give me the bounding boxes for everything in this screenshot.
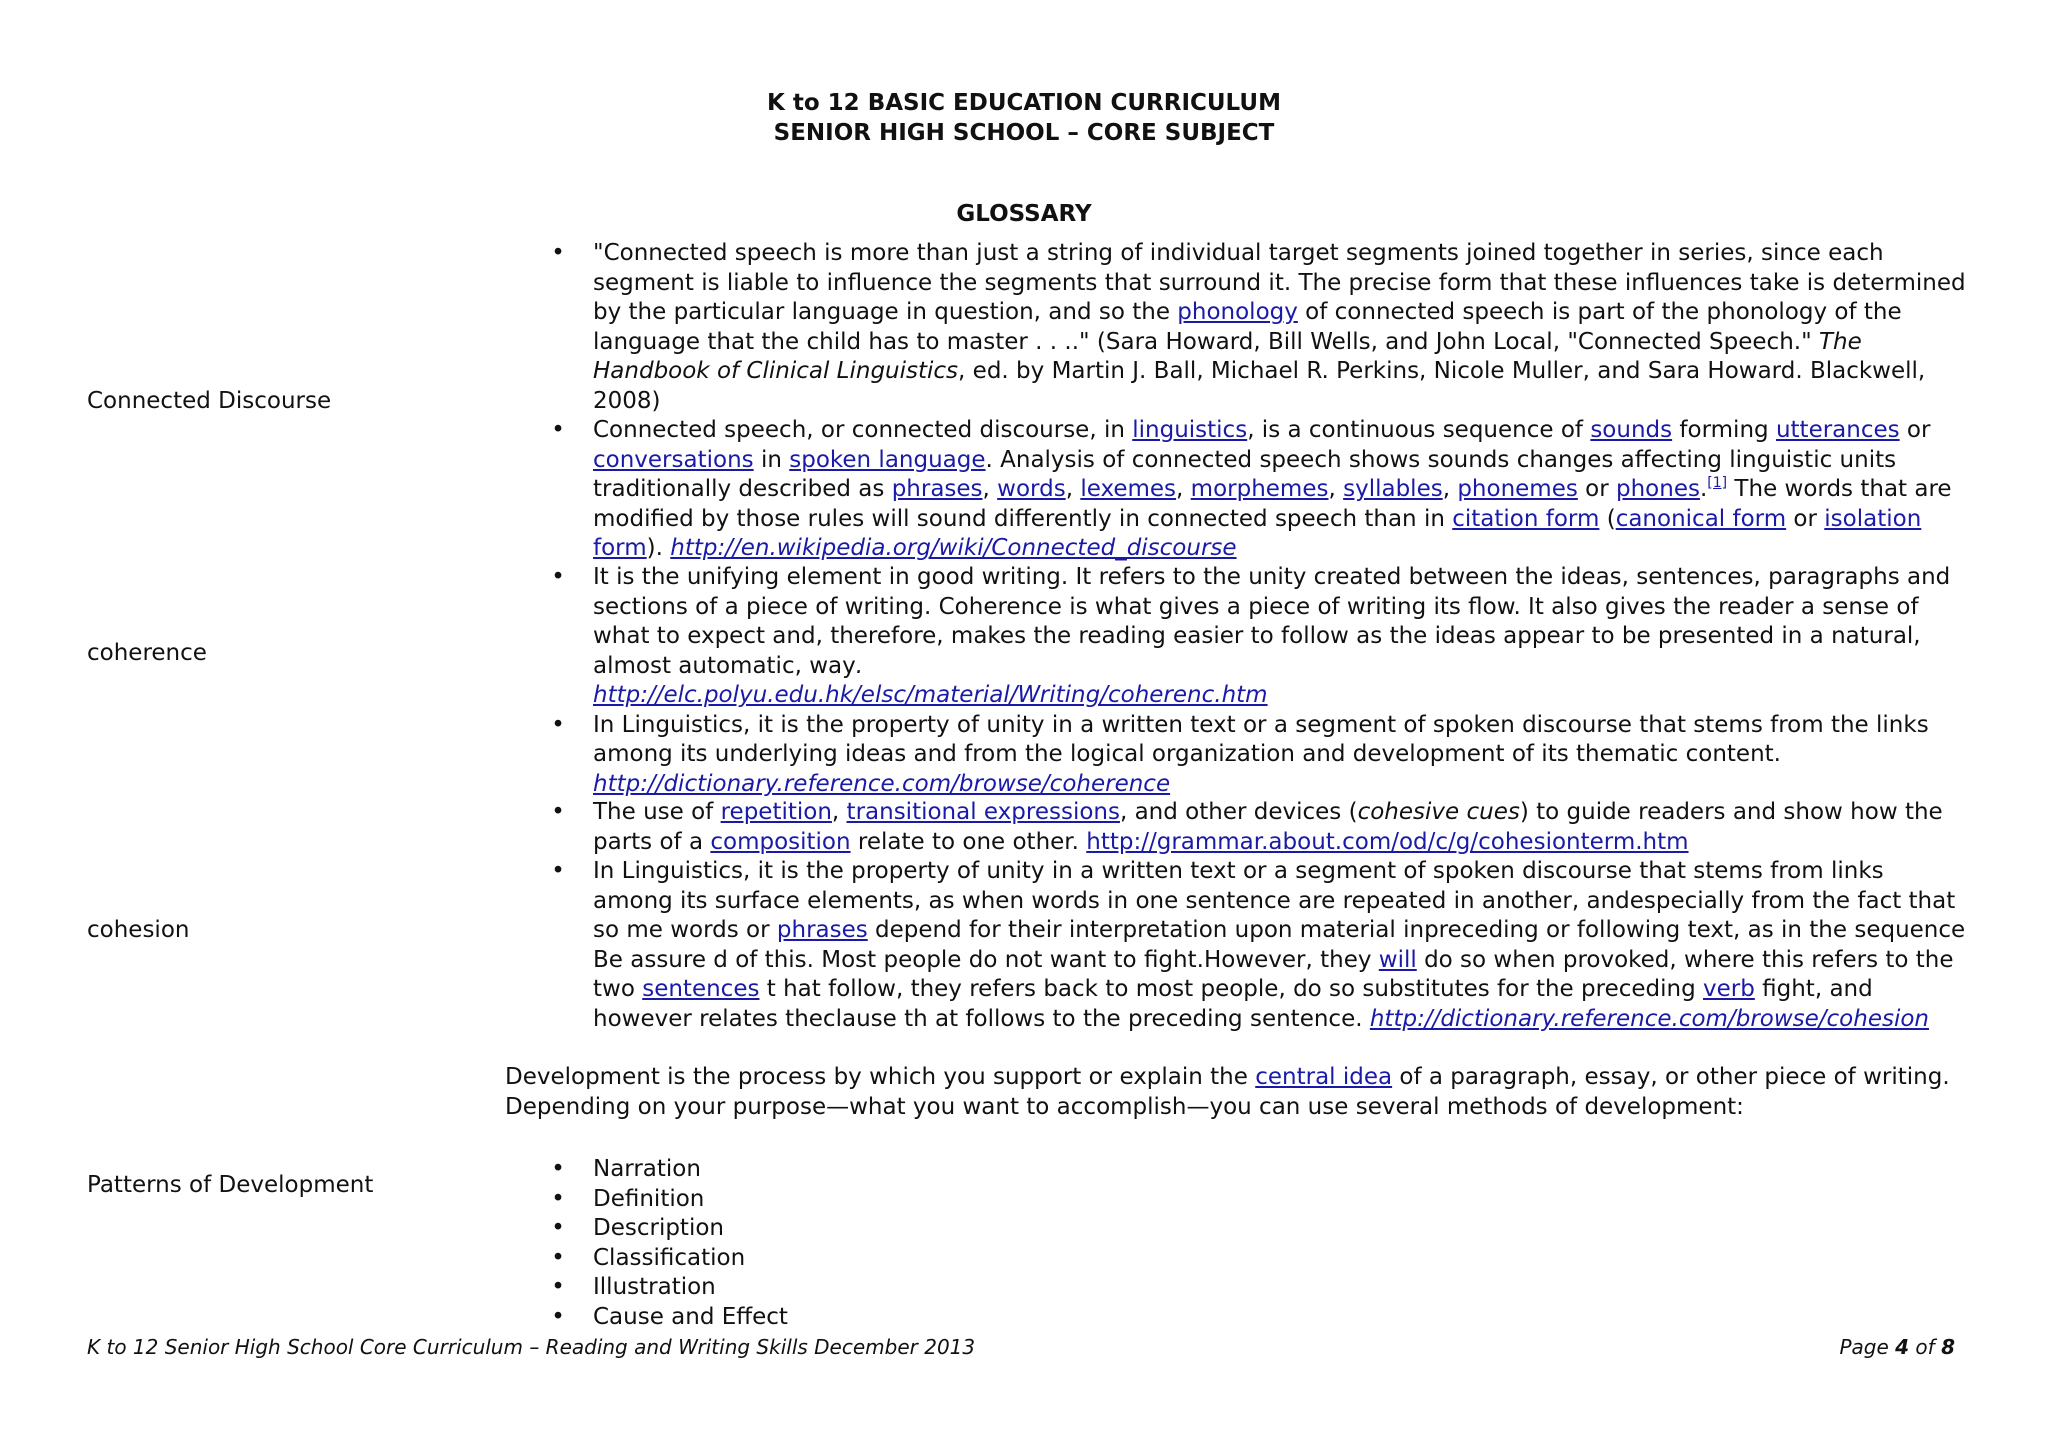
- link-phones[interactable]: phones: [1616, 476, 1700, 502]
- text: of a paragraph, essay, or other piece of writing. Depending on your purpose—what you want to accomplish—you can use several methods of development:: [505, 1064, 1950, 1120]
- text: in: [753, 446, 790, 473]
- page-number: [1839, 1334, 1955, 1360]
- text: of connected speech is part of the phonology of the language that the child has to master . . .." (Sara Howard, Bill Wells, and John Local, "Connected Speech.": [593, 299, 1902, 355]
- text: ,: [831, 799, 847, 825]
- text: ).: [646, 535, 671, 561]
- method-item: • Cause and Effect: [548, 1303, 1968, 1333]
- link-verb[interactable]: verb: [1703, 976, 1755, 1002]
- method-item: • Classification: [548, 1244, 1968, 1274]
- text: It is the unifying element in good writing. It refers to the unity created between the ideas, sentences, paragraphs and sections of a piece of writing. Coherence is what gives a piece of writing its flow. It also gives the reader a sense of what to expect and, therefore, makes the reading easier to follow as the ideas appear to be presented in a natural, almost automatic, way: [593, 564, 1951, 679]
- method-item: • Illustration: [548, 1273, 1968, 1303]
- text: , ed. by Martin J. Ball, Michael R. Perkins, Nicole Muller, and Sara Howard. Blackwell, 2008): [593, 358, 1926, 414]
- text: ) to guide readers and show how the parts of a: [593, 799, 1943, 855]
- link-will[interactable]: will: [1378, 946, 1417, 973]
- text: .: [1699, 476, 1708, 502]
- connected-discourse-bullet-2: [548, 416, 1968, 564]
- link-central-idea[interactable]: central idea: [1255, 1064, 1393, 1090]
- link-utterances[interactable]: utterances: [1775, 417, 1900, 443]
- text: . Analysis of connected speech shows sounds changes affecting linguistic units traditionally described as: [593, 446, 1897, 502]
- text: ,: [1442, 476, 1458, 502]
- text: of: [1909, 1335, 1942, 1359]
- link-linguistics[interactable]: linguistics: [1132, 417, 1248, 443]
- term-patterns-of-development: Patterns of Development: [87, 1172, 374, 1198]
- text: The use of: [593, 799, 721, 825]
- header-line-2: SENIOR HIGH SCHOOL – CORE SUBJECT: [773, 120, 1275, 146]
- term-coherence: coherence: [87, 640, 207, 666]
- total-pages: 8: [1941, 1335, 1955, 1359]
- text: cohesive cues: [1357, 799, 1520, 825]
- link-repetition[interactable]: repetition: [720, 799, 832, 825]
- development-methods-list: [548, 1155, 1968, 1332]
- development-paragraph: [505, 1063, 1975, 1122]
- text: ,: [1176, 476, 1191, 502]
- text: ,: [1065, 476, 1081, 502]
- text: , is a continuous sequence of: [1247, 417, 1591, 443]
- footnote-ref[interactable]: [1]: [1707, 475, 1728, 491]
- link-phrases-2[interactable]: phrases: [776, 917, 868, 943]
- text: ,: [982, 476, 998, 502]
- link-lexemes[interactable]: lexemes: [1080, 476, 1177, 502]
- cohesion-list: [548, 798, 1968, 1034]
- text: or: [1577, 476, 1616, 502]
- link-sentences[interactable]: sentences: [642, 976, 760, 1002]
- term-cohesion: cohesion: [87, 917, 190, 943]
- text: or: [1899, 417, 1931, 443]
- source-url-polyu[interactable]: http://elc.polyu.edu.hk/elsc/material/Writing/coherenc.htm: [593, 682, 1268, 708]
- glossary-title: GLOSSARY: [956, 201, 1092, 227]
- link-phrases[interactable]: phrases: [891, 476, 983, 502]
- term-connected-discourse: Connected Discourse: [87, 388, 332, 414]
- link-sounds[interactable]: sounds: [1590, 417, 1673, 443]
- source-url-cohesion[interactable]: http://dictionary.reference.com/browse/cohesion: [1369, 1005, 1930, 1032]
- text: or: [1786, 505, 1825, 532]
- text: , and other devices (: [1119, 799, 1358, 825]
- link-phonemes[interactable]: phonemes: [1457, 476, 1578, 502]
- source-url-grammar[interactable]: http://grammar.about.com/od/c/g/cohesionterm.htm: [1086, 828, 1689, 855]
- text: Connected speech, or connected discourse, in: [593, 417, 1133, 443]
- text: fight, and however relates theclause th at follows to the preceding sentence.: [593, 976, 1873, 1032]
- link-transitional-expressions[interactable]: transitional expressions: [846, 799, 1120, 825]
- method-item: • Narration: [548, 1155, 1968, 1185]
- text: do so when provoked, where this refers to the two: [593, 946, 1954, 1002]
- text: In Linguistics, it is the property of unity in a written text or a segment of spoken discourse that stems from the links among its underlying ideas and from the logical organization and development of its thematic content.: [593, 711, 1929, 767]
- link-conversations[interactable]: conversations: [593, 446, 754, 473]
- text: Development is the process by which you support or explain the: [505, 1064, 1256, 1090]
- text: forming: [1672, 417, 1776, 443]
- link-syllables[interactable]: syllables: [1343, 476, 1443, 502]
- text: depend for their interpretation upon material inpreceding or following text, as in the sequence Be assure d of this. Most people do not want to fight.However, they: [593, 917, 1966, 973]
- text: relate to one other.: [850, 828, 1087, 855]
- cohesion-bullet-2: [548, 857, 1968, 1034]
- link-composition[interactable]: composition: [710, 828, 851, 855]
- coherence-list: [548, 563, 1968, 799]
- link-morphemes[interactable]: morphemes: [1190, 476, 1329, 502]
- text: ,: [1328, 476, 1344, 502]
- text: "Connected speech is more than just a string of individual target segments joined together in series, since each segment is liable to influence the segments that surround it. The precise form that these influences take is determined by the particular language in question, and so the: [593, 240, 1966, 325]
- coherence-bullet-1: [548, 563, 1968, 711]
- text: Page: [1839, 1335, 1896, 1359]
- coherence-bullet-2: [548, 711, 1968, 800]
- text: .: [855, 652, 864, 679]
- link-canonical-form[interactable]: canonical form: [1615, 505, 1787, 532]
- source-url-coherence[interactable]: http://dictionary.reference.com/browse/coherence: [593, 770, 1171, 797]
- connected-discourse-bullet-1: [548, 239, 1968, 416]
- link-isolation-form[interactable]: isolation form: [593, 505, 1922, 561]
- text: t hat follow, they refers back to most people, do so substitutes for the preceding: [759, 976, 1703, 1002]
- link-words[interactable]: words: [997, 476, 1066, 502]
- header-line-1: K to 12 BASIC EDUCATION CURRICULUM: [767, 90, 1281, 116]
- connected-discourse-list: [548, 239, 1968, 564]
- footer-title: K to 12 Senior High School Core Curriculum – Reading and Writing Skills December 2013: [87, 1335, 976, 1359]
- method-item: • Definition: [548, 1185, 1968, 1215]
- link-phonology[interactable]: phonology: [1177, 299, 1298, 325]
- source-url-wikipedia[interactable]: http://en.wikipedia.org/wiki/Connected_discourse: [670, 535, 1237, 561]
- cohesion-bullet-1: [548, 798, 1968, 857]
- link-citation-form[interactable]: citation form: [1452, 505, 1600, 532]
- text: In Linguistics, it is the property of unity in a written text or a segment of spoken discourse that stems from links among its surface elements, as when words in one sentence are repeated in another, andespecially from the fact that so me words or: [593, 858, 1956, 943]
- current-page: 4: [1895, 1335, 1910, 1359]
- method-item: • Description: [548, 1214, 1968, 1244]
- link-spoken-language[interactable]: spoken language: [789, 446, 986, 473]
- text: The words that are modified by those rules will sound differently in connected speech than in: [593, 476, 1952, 532]
- citation-title: The Handbook of Clinical Linguistics: [593, 328, 1862, 384]
- text: (: [1599, 505, 1616, 532]
